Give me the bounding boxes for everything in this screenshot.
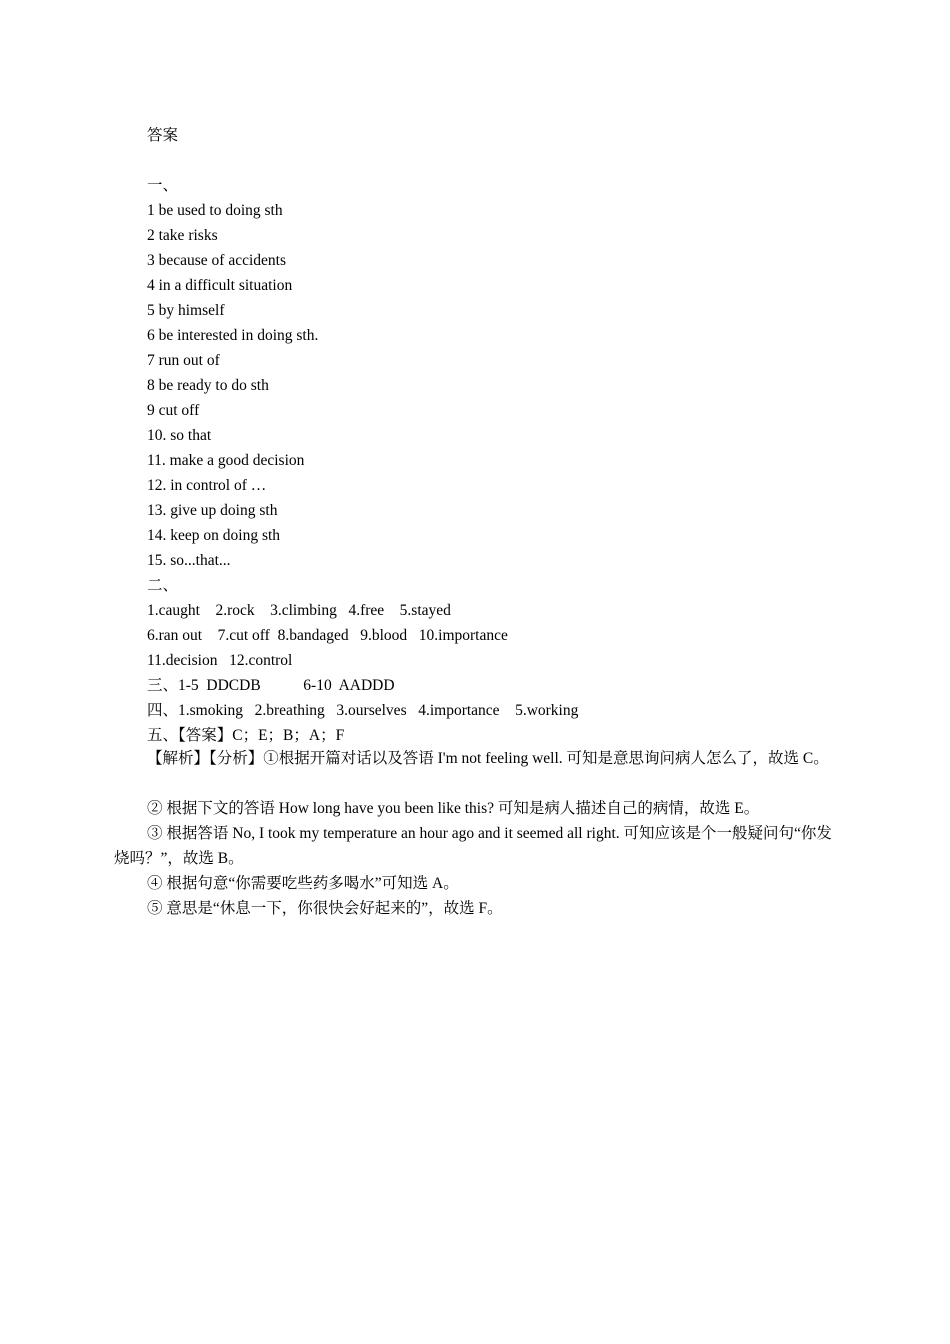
section-3-line: 三、1-5 DDCDB 6-10 AADDD: [147, 677, 395, 694]
section-1-item: 13. give up doing sth: [147, 502, 278, 519]
section-1-item: 11. make a good decision: [147, 452, 305, 469]
section-1-item: 8 be ready to do sth: [147, 377, 269, 394]
section-1-item: 1 be used to doing sth: [147, 202, 283, 219]
section-4-line: 四、1.smoking 2.breathing 3.ourselves 4.importance 5.working: [147, 702, 579, 719]
explanation-paragraph: ④ 根据句意“你需要吃些药多喝水”可知选 A。: [147, 875, 459, 892]
section-1-item: 12. in control of …: [147, 477, 267, 494]
section-1-heading: 一、: [147, 177, 179, 194]
section-2-line: 11.decision 12.control: [147, 652, 293, 669]
section-1-item: 14. keep on doing sth: [147, 527, 281, 544]
section-2-line: 1.caught 2.rock 3.climbing 4.free 5.stayed: [147, 602, 451, 619]
section-1-item: 7 run out of: [147, 352, 220, 369]
section-1-item: 9 cut off: [147, 402, 200, 419]
explanation-paragraph: ② 根据下文的答语 How long have you been like this? 可知是病人描述自己的病情，故选 E。: [147, 800, 760, 817]
section-2-line: 6.ran out 7.cut off 8.bandaged 9.blood 10.importance: [147, 627, 508, 644]
section-1-item: 6 be interested in doing sth.: [147, 327, 319, 344]
section-2-heading: 二、: [147, 577, 179, 594]
explanation-paragraph: ⑤ 意思是“休息一下，你很快会好起来的”，故选 F。: [147, 900, 503, 917]
explanation-paragraph: 【解析】【分析】①根据开篇对话以及答语 I'm not feeling well. 可知是意思询问病人怎么了，故选 C。: [147, 750, 829, 767]
section-1-item: 4 in a difficult situation: [147, 277, 293, 294]
section-1-item: 15. so...that...: [147, 552, 231, 569]
explanation-paragraph: ③ 根据答语 No, I took my temperature an hour ago and it seemed all right. 可知应该是个一般疑问句“你发烧吗？”，故选 B。: [114, 825, 832, 867]
doc-title: 答案: [147, 127, 179, 144]
section-5-answer: 五、【答案】C；E；B；A；F: [147, 727, 345, 744]
section-1-item: 3 because of accidents: [147, 252, 287, 269]
section-1-item: 10. so that: [147, 427, 212, 444]
section-1-item: 2 take risks: [147, 227, 218, 244]
section-1-item: 5 by himself: [147, 302, 225, 319]
